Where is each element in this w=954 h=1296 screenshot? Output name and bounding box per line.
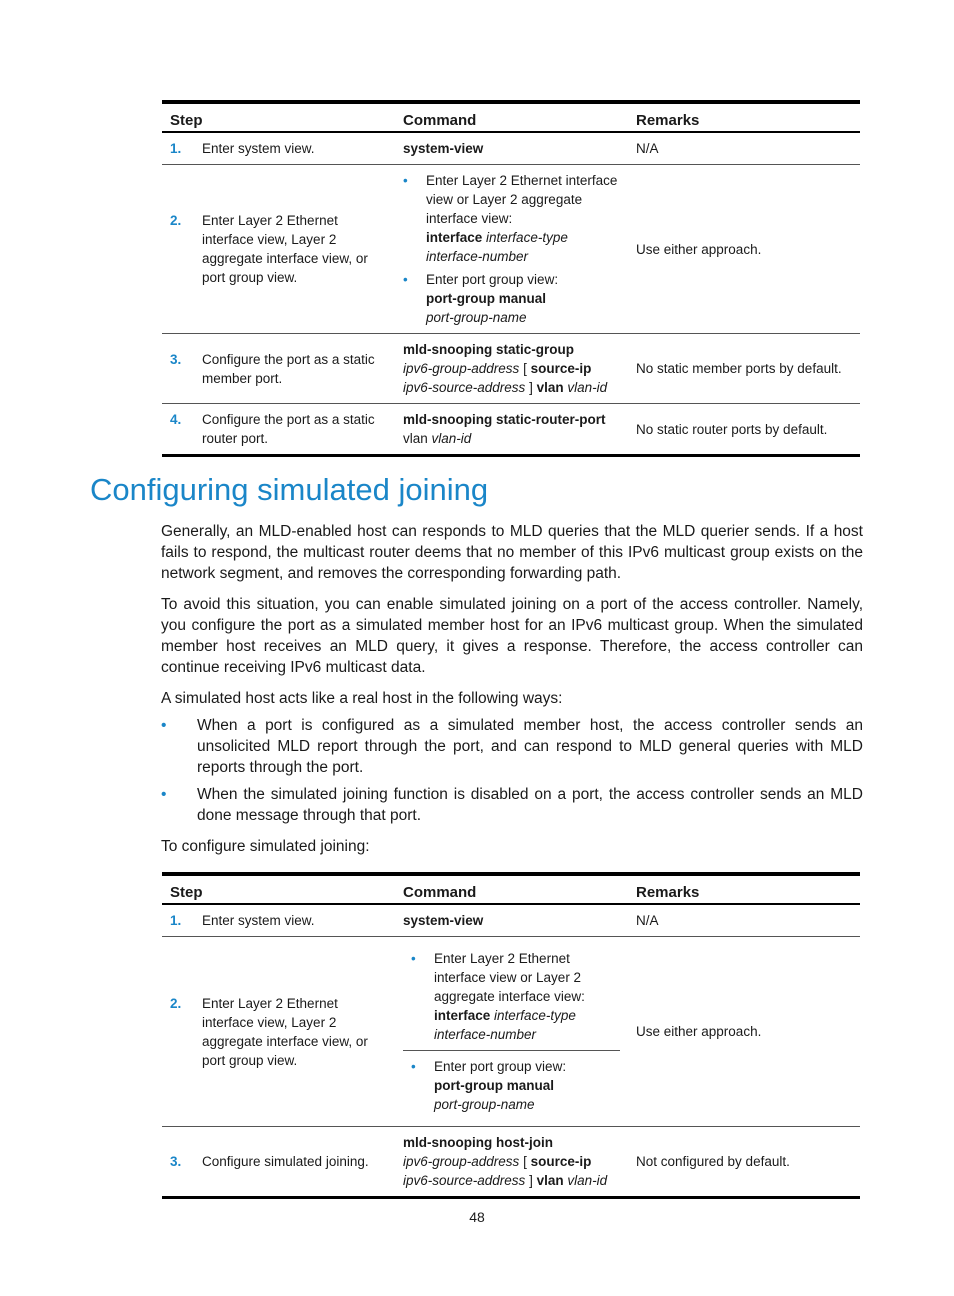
header-remarks: Remarks [628, 874, 860, 904]
remarks-cell: Use either approach. [628, 165, 860, 334]
table-row [162, 904, 860, 937]
remarks-cell: No static member ports by default. [628, 334, 860, 404]
step-description: Configure the port as a static member port. [202, 351, 375, 386]
list-item: • Enter port group view: port-group manual port-group-name [411, 1057, 612, 1114]
list-item: • Enter port group view: port-group manual port-group-name [403, 270, 620, 327]
step-description: Enter system view. [202, 141, 315, 156]
paragraph: A simulated host acts like a real host in the following ways: [161, 690, 563, 707]
step-description: Configure the port as a static router port. [202, 412, 375, 446]
remarks-cell: N/A [628, 132, 860, 165]
table-row [162, 165, 860, 334]
table-row [162, 1127, 860, 1198]
step-description: Enter Layer 2 Ethernet interface view, Layer 2 aggregate interface view, or port group view. [202, 995, 368, 1068]
command-options [403, 171, 620, 327]
header-command: Command [395, 874, 628, 904]
header-step: Step [162, 874, 395, 904]
paragraph: Generally, an MLD-enabled host can responds to MLD queries that the MLD querier sends. If a host fails to respond, the multicast router deems that no member of this IPv6 multicast group exists on the network segment, and removes the corresponding forwarding path. [161, 523, 863, 582]
bullet-list [161, 715, 863, 826]
list-item: • When a port is configured as a simulated member host, the access controller sends an unsolicited MLD report through the port, and can respond to MLD general queries with MLD reports through the port. [161, 715, 863, 778]
step-description: Configure simulated joining. [202, 1154, 369, 1169]
remarks-cell: N/A [628, 904, 860, 937]
command-option [403, 1051, 620, 1120]
step-number: 2. [170, 213, 182, 228]
table-row [162, 334, 860, 404]
page-number: 48 [469, 1209, 485, 1225]
step-number: 1. [170, 141, 182, 156]
step-description: Enter system view. [202, 913, 315, 928]
command-keyword: system-view [403, 913, 484, 928]
step-table-1 [162, 100, 860, 457]
paragraph: To configure simulated joining: [161, 838, 370, 855]
list-item: • Enter Layer 2 Ethernet interface view or Layer 2 aggregate interface view: interface interface-type interface-number [411, 949, 612, 1044]
step-number: 3. [170, 351, 182, 367]
table-row [162, 404, 860, 456]
header-command: Command [395, 102, 628, 132]
command-syntax: mld-snooping static-group ipv6-group-address [ source-ip ipv6-source-address ] vlan vlan-id [395, 334, 628, 404]
section-heading: Configuring simulated joining [90, 472, 489, 507]
command-syntax: mld-snooping host-join ipv6-group-address [ source-ip ipv6-source-address ] vlan vlan-id [395, 1127, 628, 1198]
command-keyword: system-view [403, 141, 484, 156]
header-remarks: Remarks [628, 102, 860, 132]
list-item: • Enter Layer 2 Ethernet interface view or Layer 2 aggregate interface view: interface interface-type interface-number [403, 171, 620, 266]
list-item: • When the simulated joining function is disabled on a port, the access controller sends an MLD done message through that port. [161, 784, 863, 826]
command-option [403, 943, 620, 1051]
step-number: 4. [170, 412, 182, 427]
step-number: 2. [170, 995, 182, 1011]
section-body [161, 521, 863, 857]
table-row [162, 937, 860, 1127]
command-syntax: mld-snooping static-router-port vlan vlan-id [395, 404, 628, 456]
step-number: 3. [170, 1154, 182, 1169]
table-row [162, 132, 860, 165]
remarks-cell: Use either approach. [628, 937, 860, 1127]
step-number: 1. [170, 913, 182, 928]
remarks-cell: No static router ports by default. [628, 404, 860, 456]
step-description: Enter Layer 2 Ethernet interface view, Layer 2 aggregate interface view, or port group view. [202, 213, 368, 285]
paragraph: To avoid this situation, you can enable simulated joining on a port of the access controller. Namely, you configure the port as a simulated member host for an IPv6 multicast group. When the simulated member host receives an MLD query, it gives a response. Therefore, the access controller can continue receiving IPv6 multicast data. [161, 596, 863, 676]
step-table-2 [162, 872, 860, 1199]
header-step: Step [162, 102, 395, 132]
remarks-cell: Not configured by default. [628, 1127, 860, 1198]
